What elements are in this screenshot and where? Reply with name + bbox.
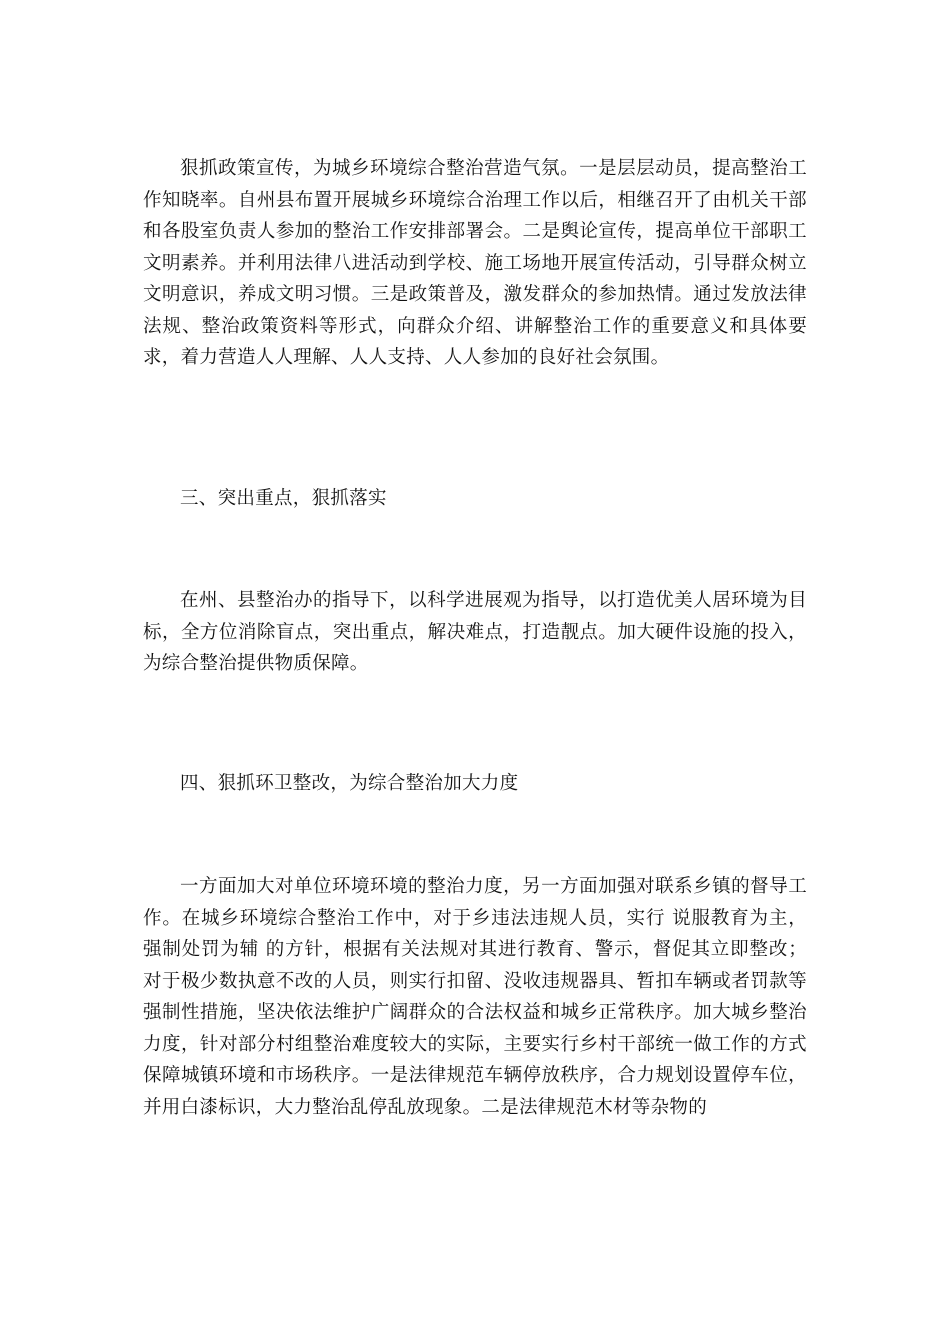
section-heading-4: 四、狠抓环卫整改，为综合整治加大力度 bbox=[180, 773, 519, 794]
paragraph-propaganda: 狠抓政策宣传，为城乡环境综合整治营造气氛。一是层层动员，提高整治工作知晓率。自州县布置开展城乡环境综合治理工作以后，相继召开了由机关干部和各股室负责人参加的整治工作安排部署会。二是舆论宣传，提高单位干部职工文明素养。并利用法律八进活动到学校、施工场地开展宣传活动，引导群众树立文明意识，养成文明习惯。三是政策普及，激发群众的参加热情。通过发放法律法规、整治政策资料等形式，向群众介绍、讲解整治工作的重要意义和具体要求，着力营造人人理解、人人支持、人人参加的良好社会氛围。 bbox=[143, 158, 807, 368]
section-heading-3: 三、突出重点，狠抓落实 bbox=[180, 488, 387, 509]
paragraph-section-3: 在州、县整治办的指导下，以科学进展观为指导，以打造优美人居环境为目标，全方位消除盲点，突出重点，解决难点，打造靓点。加大硬件设施的投入，为综合整治提供物质保障。 bbox=[143, 590, 807, 674]
paragraph-section-4: 一方面加大对单位环境环境的整治力度，另一方面加强对联系乡镇的督导工作。在城乡环境综合整治工作中，对于乡违法违规人员，实行 说服教育为主，强制处罚为辅 的方针，根据有关法规对其进行教育、警示，督促其立即整改；对于极少数执意不改的人员，则实行扣留、没收违规器具、暂扣车辆或者罚款等强制性措施，坚决依法维护广阔群众的合法权益和城乡正常秩序。加大城乡整治力度，针对部分村组整治难度较大的实际，主要实行乡村干部统一做工作的方式保障城镇环境和市场秩序。一是法律规范车辆停放秩序，合力规划设置停车位，并用白漆标识，大力整治乱停乱放现象。二是法律规范木材等杂物的 bbox=[143, 876, 807, 1118]
